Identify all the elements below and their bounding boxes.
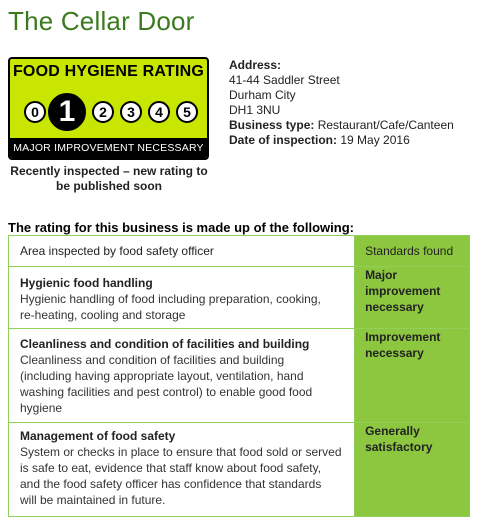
area-title: Management of food safety <box>20 429 176 443</box>
area-description-line: will be maintained in future. <box>20 493 166 507</box>
area-description-line: re-heating, cooling and storage <box>20 308 186 322</box>
table-header-row <box>9 236 470 267</box>
inspection-date-line <box>229 133 454 148</box>
score-0: 0 <box>24 101 46 123</box>
score-5: 5 <box>176 101 198 123</box>
area-title: Hygienic food handling <box>20 276 153 290</box>
standard-cell <box>355 329 470 423</box>
rating-breakdown-table <box>8 235 470 517</box>
page-title: The Cellar Door <box>8 6 195 36</box>
standard-line: satisfactory <box>365 440 433 454</box>
address-line: Durham City <box>229 88 296 102</box>
column-header-area: Area inspected by food safety officer <box>9 236 355 267</box>
area-cell <box>9 329 355 423</box>
business-type-line <box>229 118 454 133</box>
area-description-line: Hygienic handling of food including preparation, cooking, <box>20 292 321 306</box>
score-2: 2 <box>92 101 114 123</box>
area-description-line: (including having appropriate layout, ventilation, hand <box>20 369 304 383</box>
standard-line: necessary <box>365 346 424 360</box>
standard-line: improvement <box>365 284 441 298</box>
table-row <box>9 329 470 423</box>
standard-cell <box>355 423 470 517</box>
standard-cell <box>355 267 470 329</box>
area-description-line: washing facilities and pest control) to enable good food <box>20 385 313 399</box>
score-3: 3 <box>120 101 142 123</box>
badge-caption: MAJOR IMPROVEMENT NECESSARY <box>10 138 207 158</box>
area-cell <box>9 267 355 329</box>
area-description-line: and the food safety officer has confidence that standards <box>20 477 322 491</box>
area-description-line: System or checks in place to ensure that food sold or served <box>20 445 342 459</box>
rating-note-line: be published soon <box>55 179 162 193</box>
area-description-line: is safe to eat, evidence that staff know about food safety, <box>20 461 322 475</box>
table-row <box>9 267 470 329</box>
address-line: DH1 3NU <box>229 103 281 117</box>
rating-note <box>4 164 214 194</box>
standard-line: necessary <box>365 300 424 314</box>
area-description-line: hygiene <box>20 401 63 415</box>
area-description-line: Cleanliness and condition of facilities and building <box>20 353 285 367</box>
address-line: 41-44 Saddler Street <box>229 73 340 87</box>
business-details <box>229 58 454 148</box>
address-label: Address: <box>229 58 282 72</box>
table-row <box>9 423 470 517</box>
score-1-selected: 1 <box>48 93 86 131</box>
area-title: Cleanliness and condition of facilities and building <box>20 337 310 351</box>
area-cell <box>9 423 355 517</box>
badge-title: FOOD HYGIENE RATING <box>12 63 205 80</box>
rating-note-line: Recently inspected – new rating to <box>10 164 208 178</box>
inspection-date-label: Date of inspection: <box>229 133 338 147</box>
badge-score-row <box>10 87 207 137</box>
standard-line: Improvement <box>365 330 441 344</box>
business-type-label: Business type: <box>229 118 315 132</box>
food-hygiene-rating-badge <box>8 57 209 160</box>
breakdown-heading: The rating for this business is made up of the following: <box>8 220 354 235</box>
inspection-date-value: 19 May 2016 <box>340 133 410 147</box>
column-header-standard: Standards found <box>355 236 470 267</box>
business-type-value: Restaurant/Cafe/Canteen <box>317 118 454 132</box>
standard-line: Major <box>365 268 398 282</box>
standard-line: Generally <box>365 424 420 438</box>
score-4: 4 <box>148 101 170 123</box>
